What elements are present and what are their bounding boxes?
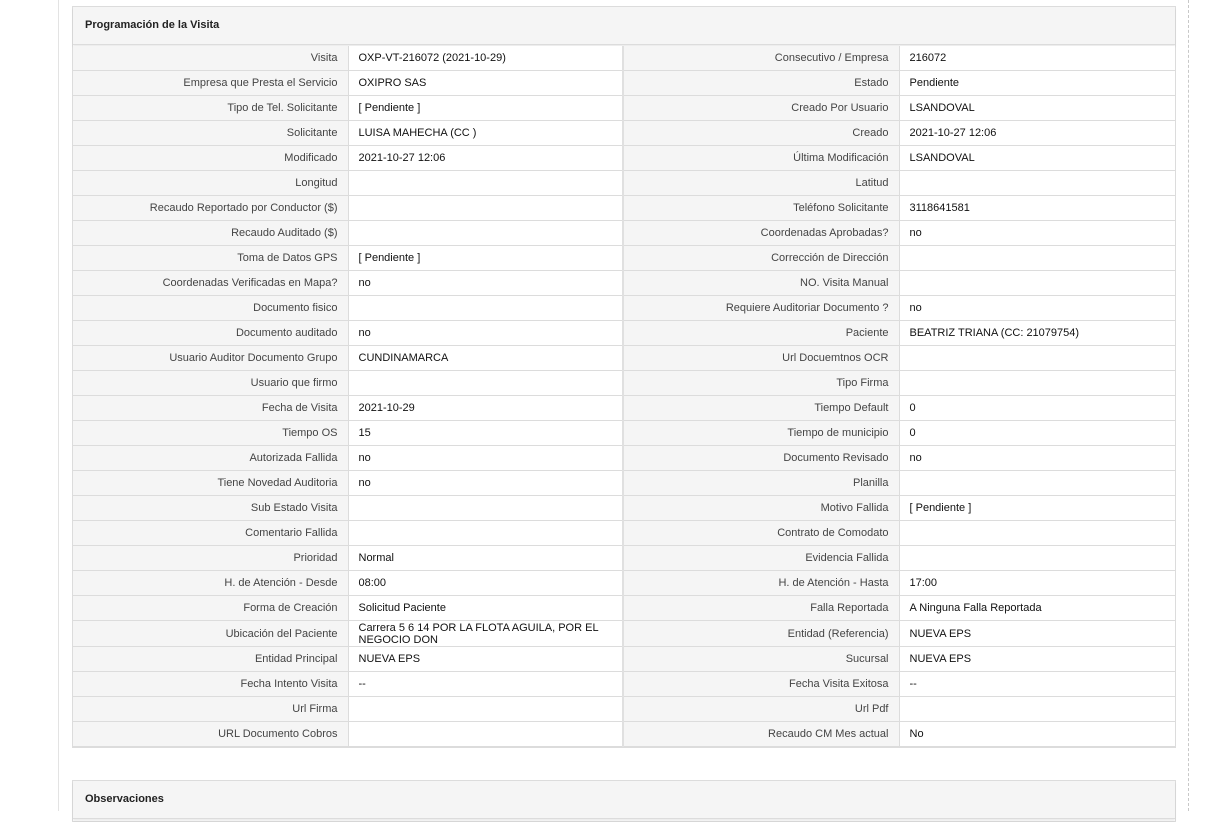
field-label: Url Firma [73, 697, 348, 722]
field-label: Documento fisico [73, 296, 348, 321]
table-row [73, 271, 1175, 296]
field-label: Ubicación del Paciente [73, 621, 348, 647]
field-value: 17:00 [899, 571, 1175, 596]
field-value: [ Pendiente ] [348, 96, 623, 121]
field-label: Url Pdf [623, 697, 899, 722]
field-label: Documento Revisado [623, 446, 899, 471]
observations-panel [72, 780, 1176, 822]
field-value: Pendiente [899, 71, 1175, 96]
field-label: H. de Atención - Hasta [623, 571, 899, 596]
field-value: 0 [899, 421, 1175, 446]
field-label: Consecutivo / Empresa [623, 46, 899, 71]
field-value: A Ninguna Falla Reportada [899, 596, 1175, 621]
table-row [73, 296, 1175, 321]
field-value: no [899, 221, 1175, 246]
field-label: Creado Por Usuario [623, 96, 899, 121]
field-value: OXP-VT-216072 (2021-10-29) [348, 46, 623, 71]
field-value: LSANDOVAL [899, 146, 1175, 171]
field-label: Contrato de Comodato [623, 521, 899, 546]
field-label: Url Docuemtnos OCR [623, 346, 899, 371]
field-label: Recaudo CM Mes actual [623, 722, 899, 747]
field-value [899, 697, 1175, 722]
field-label: Fecha de Visita [73, 396, 348, 421]
field-label: Modificado [73, 146, 348, 171]
field-label: Sucursal [623, 647, 899, 672]
table-row [73, 596, 1175, 621]
field-value [899, 171, 1175, 196]
field-value [899, 471, 1175, 496]
field-label: Tiempo OS [73, 421, 348, 446]
field-value: no [899, 446, 1175, 471]
table-row [73, 571, 1175, 596]
field-label: NO. Visita Manual [623, 271, 899, 296]
field-label: Solicitante [73, 121, 348, 146]
table-row [73, 121, 1175, 146]
field-value: 2021-10-29 [348, 396, 623, 421]
observations-title: Observaciones [73, 781, 1175, 819]
table-row [73, 446, 1175, 471]
field-label: Tipo de Tel. Solicitante [73, 96, 348, 121]
field-value [899, 346, 1175, 371]
field-label: Usuario Auditor Documento Grupo [73, 346, 348, 371]
table-row [73, 396, 1175, 421]
field-value [899, 271, 1175, 296]
field-value: LSANDOVAL [899, 96, 1175, 121]
table-row [73, 621, 1175, 647]
field-value: -- [348, 672, 623, 697]
visit-schedule-panel [72, 6, 1176, 748]
field-label: Estado [623, 71, 899, 96]
table-row [73, 146, 1175, 171]
field-value: Solicitud Paciente [348, 596, 623, 621]
field-value: BEATRIZ TRIANA (CC: 21079754) [899, 321, 1175, 346]
field-value: [ Pendiente ] [348, 246, 623, 271]
field-value: no [348, 321, 623, 346]
table-row [73, 46, 1175, 71]
field-value: no [348, 271, 623, 296]
field-value: 15 [348, 421, 623, 446]
field-label: Fecha Visita Exitosa [623, 672, 899, 697]
field-label: Toma de Datos GPS [73, 246, 348, 271]
field-value [348, 221, 623, 246]
table-row [73, 221, 1175, 246]
field-label: Visita [73, 46, 348, 71]
table-row [73, 722, 1175, 747]
field-value: 216072 [899, 46, 1175, 71]
field-label: H. de Atención - Desde [73, 571, 348, 596]
table-row [73, 246, 1175, 271]
field-value: 3118641581 [899, 196, 1175, 221]
field-label: Usuario que firmo [73, 371, 348, 396]
field-label: Fecha Intento Visita [73, 672, 348, 697]
field-value [348, 496, 623, 521]
field-label: Coordenadas Aprobadas? [623, 221, 899, 246]
field-label: Sub Estado Visita [73, 496, 348, 521]
field-label: Tiempo Default [623, 396, 899, 421]
visit-schedule-title: Programación de la Visita [73, 7, 1175, 45]
field-value: no [348, 446, 623, 471]
field-value [899, 546, 1175, 571]
field-value: CUNDINAMARCA [348, 346, 623, 371]
field-label: Comentario Fallida [73, 521, 348, 546]
table-row [73, 321, 1175, 346]
field-label: Coordenadas Verificadas en Mapa? [73, 271, 348, 296]
visit-details-body [73, 46, 1175, 747]
field-value: -- [899, 672, 1175, 697]
field-value: [ Pendiente ] [899, 496, 1175, 521]
table-row [73, 71, 1175, 96]
field-label: Forma de Creación [73, 596, 348, 621]
field-value [348, 722, 623, 747]
field-label: Teléfono Solicitante [623, 196, 899, 221]
table-row [73, 496, 1175, 521]
field-label: URL Documento Cobros [73, 722, 348, 747]
field-value [899, 246, 1175, 271]
field-value: no [899, 296, 1175, 321]
visit-details-table [73, 46, 1175, 747]
table-row [73, 697, 1175, 722]
field-label: Recaudo Auditado ($) [73, 221, 348, 246]
field-value [348, 371, 623, 396]
table-row [73, 171, 1175, 196]
field-value [899, 371, 1175, 396]
page-right-dashed-border [1188, 0, 1189, 811]
table-row [73, 96, 1175, 121]
field-value [899, 521, 1175, 546]
field-label: Longitud [73, 171, 348, 196]
table-row [73, 521, 1175, 546]
field-value [348, 697, 623, 722]
field-label: Entidad (Referencia) [623, 621, 899, 647]
field-value: 2021-10-27 12:06 [899, 121, 1175, 146]
field-label: Prioridad [73, 546, 348, 571]
field-label: Corrección de Dirección [623, 246, 899, 271]
field-value: Normal [348, 546, 623, 571]
table-row [73, 421, 1175, 446]
field-value [348, 171, 623, 196]
field-value: NUEVA EPS [348, 647, 623, 672]
table-row [73, 647, 1175, 672]
field-value: no [348, 471, 623, 496]
field-label: Requiere Auditoriar Documento ? [623, 296, 899, 321]
field-value: NUEVA EPS [899, 647, 1175, 672]
field-value: Carrera 5 6 14 POR LA FLOTA AGUILA, POR EL NEGOCIO DON [348, 621, 623, 647]
field-label: Planilla [623, 471, 899, 496]
table-row [73, 371, 1175, 396]
field-label: Recaudo Reportado por Conductor ($) [73, 196, 348, 221]
field-label: Tiempo de municipio [623, 421, 899, 446]
field-label: Última Modificación [623, 146, 899, 171]
table-row [73, 546, 1175, 571]
table-row [73, 346, 1175, 371]
table-row [73, 672, 1175, 697]
field-value [348, 296, 623, 321]
field-label: Motivo Fallida [623, 496, 899, 521]
field-value: LUISA MAHECHA (CC ) [348, 121, 623, 146]
field-label: Paciente [623, 321, 899, 346]
field-value: NUEVA EPS [899, 621, 1175, 647]
field-label: Entidad Principal [73, 647, 348, 672]
field-label: Empresa que Presta el Servicio [73, 71, 348, 96]
field-value: OXIPRO SAS [348, 71, 623, 96]
field-label: Autorizada Fallida [73, 446, 348, 471]
field-value: 0 [899, 396, 1175, 421]
field-label: Tipo Firma [623, 371, 899, 396]
field-value [348, 521, 623, 546]
field-label: Creado [623, 121, 899, 146]
field-label: Falla Reportada [623, 596, 899, 621]
field-label: Evidencia Fallida [623, 546, 899, 571]
page-left-rule [58, 0, 59, 811]
field-value: 2021-10-27 12:06 [348, 146, 623, 171]
field-value [348, 196, 623, 221]
table-row [73, 471, 1175, 496]
field-value: 08:00 [348, 571, 623, 596]
field-label: Latitud [623, 171, 899, 196]
field-value: No [899, 722, 1175, 747]
field-label: Documento auditado [73, 321, 348, 346]
field-label: Tiene Novedad Auditoria [73, 471, 348, 496]
table-row [73, 196, 1175, 221]
